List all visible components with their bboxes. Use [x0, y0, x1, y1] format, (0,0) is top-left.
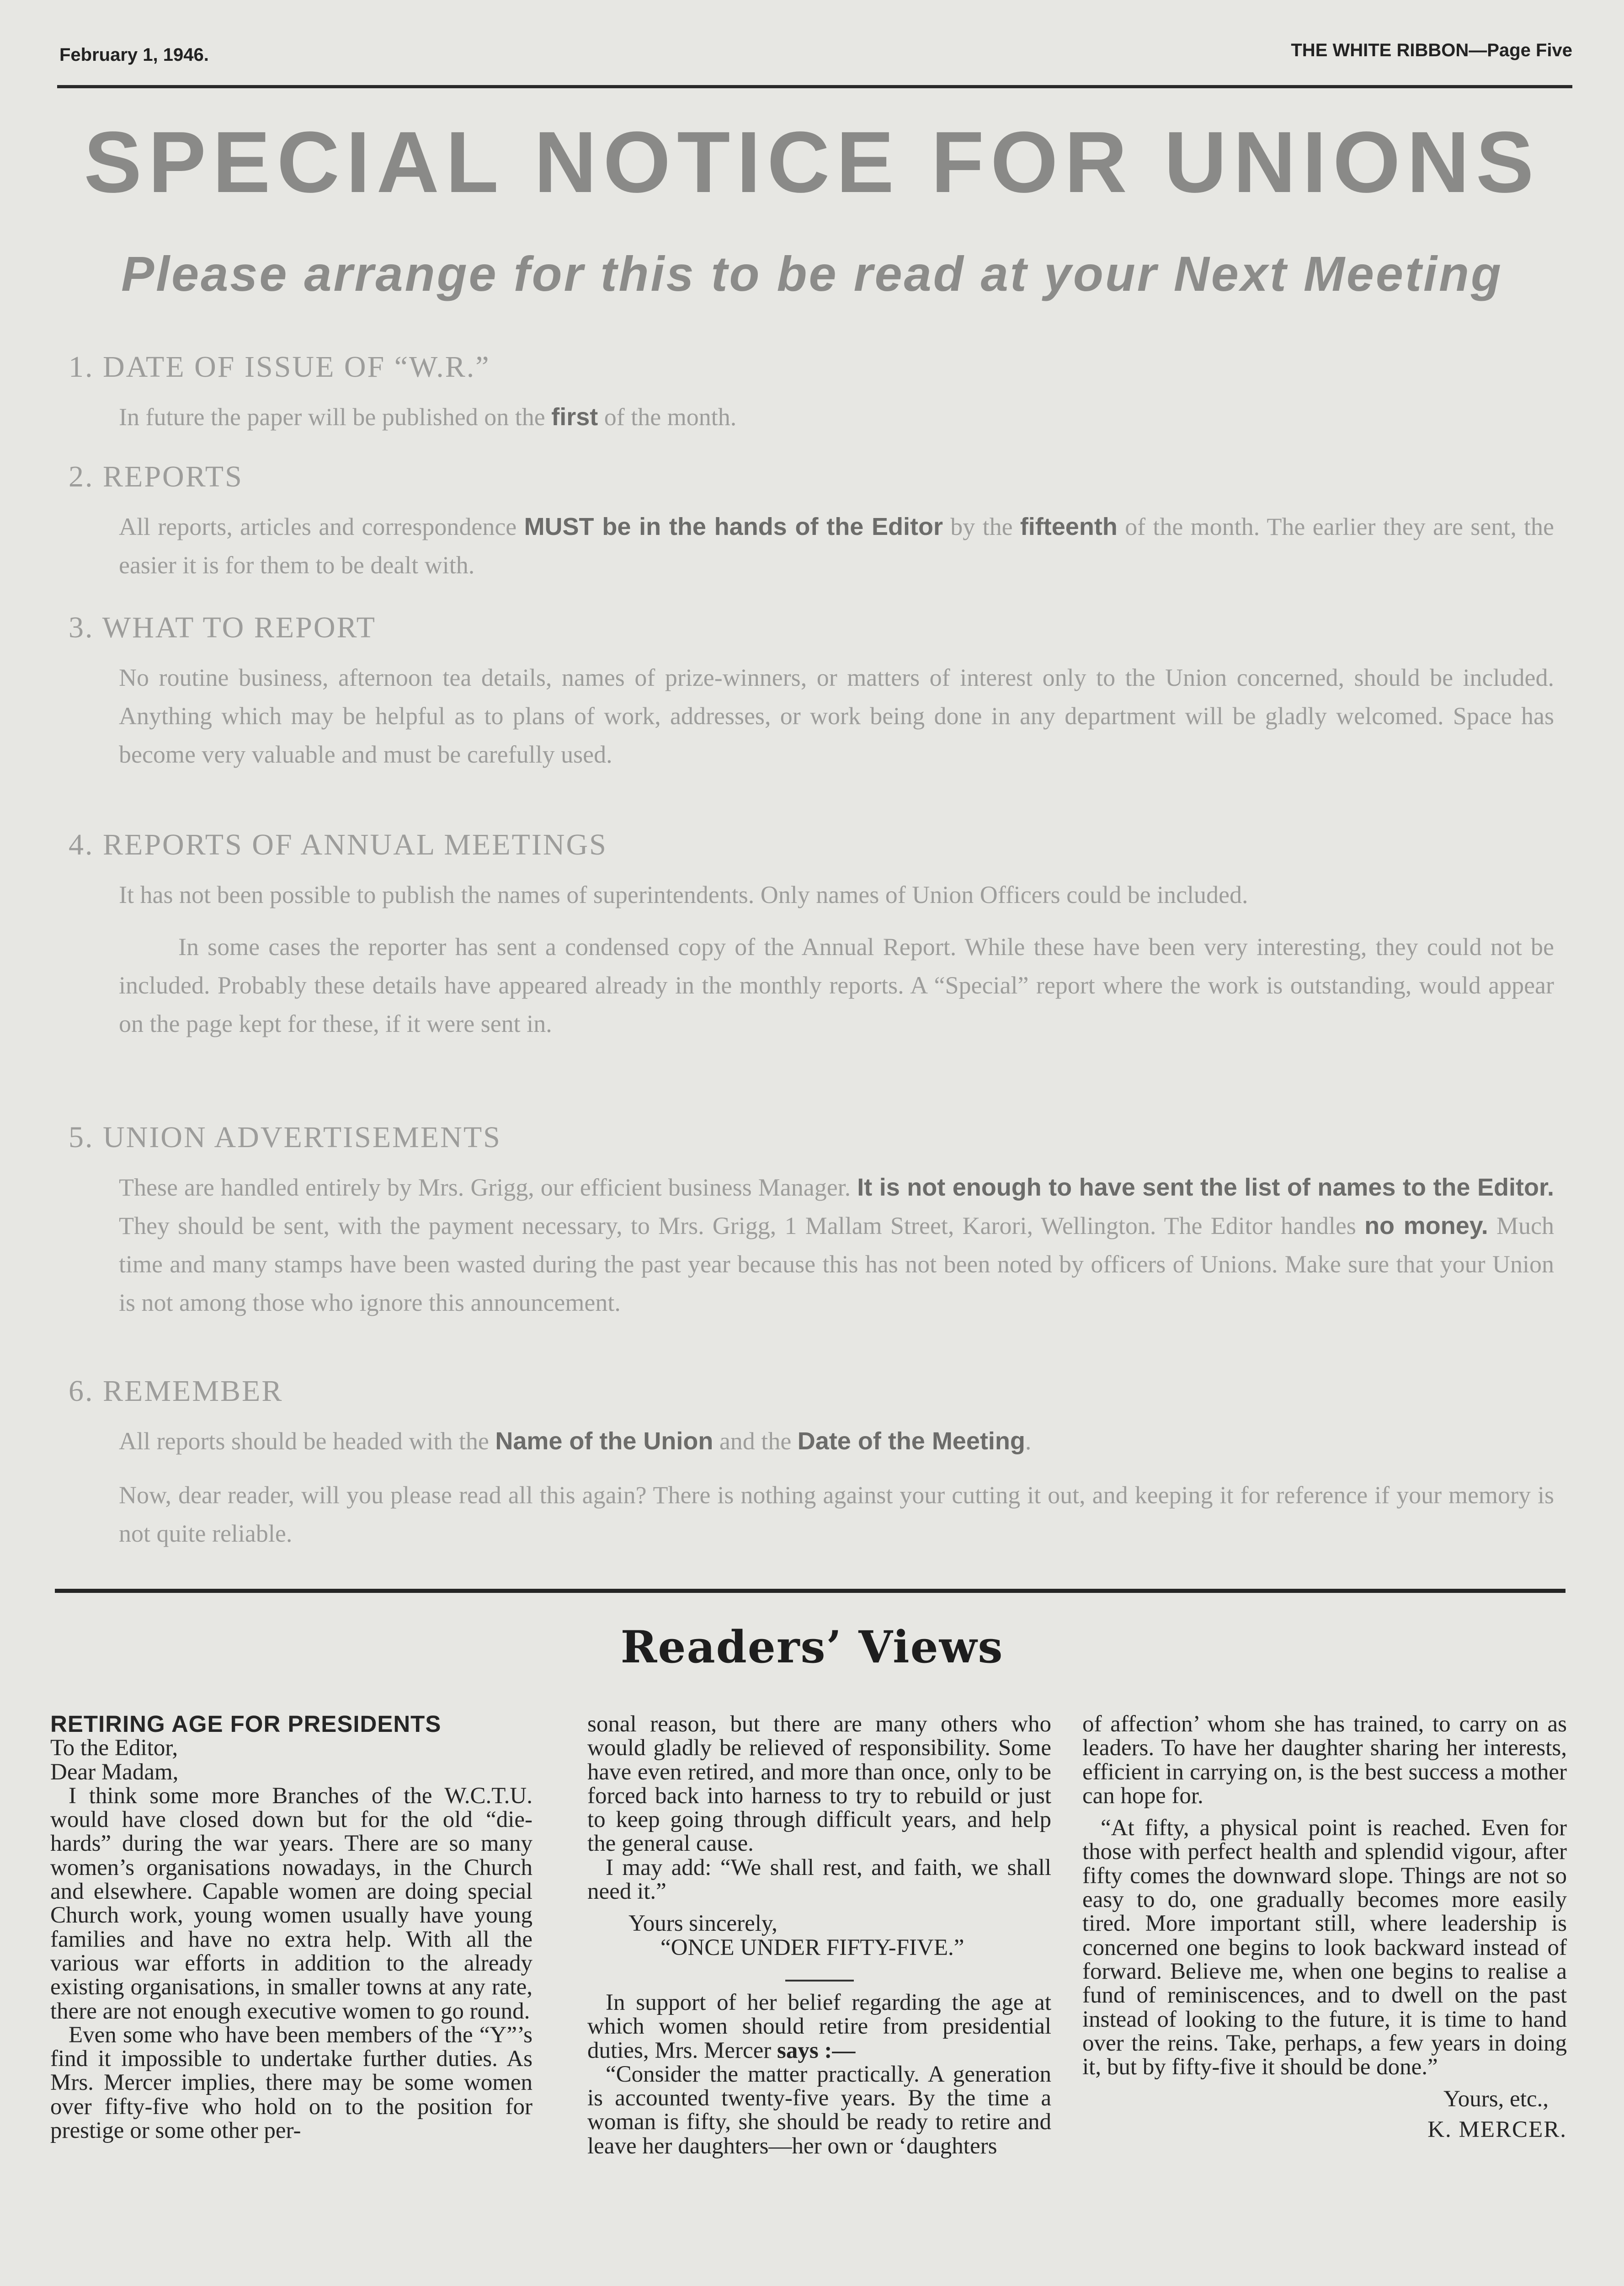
notice-section-2: [69, 462, 1554, 584]
issue-date: February 1, 1946.: [59, 45, 209, 65]
page-label: THE WHITE RIBBON—Page Five: [1291, 40, 1572, 60]
header-rule: [57, 85, 1572, 88]
section-paragraph: It has not been possible to publish the names of superintendents. Only names of Union Officers could be included.: [119, 881, 1248, 908]
letter-paragraph-2: Even some who have been members of the “Y”’s find it impossible to undertake further duties. As Mrs. Mercer implies, there may be some women over fifty-five who hold on to the position for prestige or some other per-: [50, 2022, 532, 2144]
letter-paragraph: I may add: “We shall rest, and faith, we shall need it.”: [587, 1854, 1051, 1905]
notice-section-4: [69, 830, 1554, 1043]
column-1: [50, 1712, 532, 2142]
section-heading: 3. WHAT TO REPORT: [69, 611, 376, 644]
notice-section-5: [69, 1122, 1554, 1322]
section-paragraph: In some cases the reporter has sent a condensed copy of the Annual Report. While these have been very interesting, they could not be included. Probably these details have appeared already in the monthly reports. A “Special” report where the work is outstanding, would appear on the page kept for these, if it were sent in.: [119, 933, 1554, 1037]
notice-section-3: [69, 613, 1554, 774]
section-heading: 1. DATE OF ISSUE OF “W.R.”: [69, 350, 490, 384]
letter-paragraph-2-cont: sonal reason, but there are many others who would gladly be relieved of responsibility. Some have even retired, and more than once, only to be forced back into harness to try to rebuild or just to keep going through difficult years, and help the general cause.: [587, 1711, 1051, 1857]
article-heading: RETIRING AGE FOR PRESIDENTS: [50, 1711, 442, 1737]
letter-paragraph: I think some more Branches of the W.C.T.U. would have closed down but for the old “die-hards” during the war years. There are so many women’s organisations nowadays, in the Church and elsewhere. Capable women are doing special Church work, young women usually have young families and have no extra help. With all the various war efforts in addition to the already existing organisations, in smaller towns at any rate, there are not enough executive women to go round.: [50, 1783, 532, 2024]
readers-views-title: Readers’ Views: [620, 1621, 1004, 1673]
notice-section-6: [69, 1376, 1554, 1553]
section-paragraph: Now, dear reader, will you please read all this again? There is nothing against your cutting it out, and keeping it for reference if your memory is not quite reliable.: [119, 1481, 1554, 1547]
section-heading: 5. UNION ADVERTISEMENTS: [69, 1121, 501, 1154]
notice-title: SPECIAL NOTICE FOR UNIONS: [84, 114, 1540, 211]
page-header: [59, 32, 1572, 64]
reply-closing: Yours, etc.,: [1443, 2086, 1549, 2112]
section-heading: 6. REMEMBER: [69, 1374, 283, 1408]
letter-addressee: To the Editor,: [50, 1735, 178, 1761]
section-paragraph: All reports, articles and correspondence MUST be in the hands of the Editor by the fifteenth of the month. The earlier they are sent, the easier it is for them to be dealt with.: [119, 513, 1554, 579]
section-heading: 4. REPORTS OF ANNUAL MEETINGS: [69, 828, 607, 861]
column-2: [587, 1712, 1051, 2158]
notice-section-1: [69, 352, 1554, 436]
section-paragraph: All reports should be headed with the Name of the Union and the Date of the Meeting.: [119, 1427, 1032, 1455]
reply-paragraph-1: “Consider the matter practically. A generation is accounted twenty-five years. By the time a woman is fifty, she should be ready to retire and leave her daughters—her own or ‘daughters: [587, 2061, 1051, 2159]
section-paragraph: In future the paper will be published on the first of the month.: [119, 403, 737, 431]
section-paragraph: No routine business, afternoon tea details, names of prize-winners, or matters of interest only to the Union concerned, should be included. Anything which may be helpful as to plans of work, addresses, or work being done in any department will be gladly welcomed. Space has become very valuable and must be carefully used.: [119, 664, 1554, 768]
section-divider: [55, 1589, 1565, 1593]
section-paragraph: These are handled entirely by Mrs. Grigg, our efficient business Manager. It is not enough to have sent the list of names to the Editor. They should be sent, with the payment necessary, to Mrs. Grigg, 1 Mallam Street, Karori, Wellington. The Editor handles no money. Much time and many stamps have been wasted during the past year because this has not been noted by officers of Unions. Make sure that your Union is not among those who ignore this announcement.: [119, 1174, 1554, 1316]
reply-signature: K. MERCER.: [1427, 2116, 1567, 2142]
letter-closing: Yours sincerely,: [628, 1911, 777, 1937]
letter-signature: “ONCE UNDER FIFTY-FIVE.”: [660, 1934, 964, 1960]
article-separator: [785, 1980, 854, 1982]
reply-paragraph-1-cont: of affection’ whom she has trained, to carry on as leaders. To have her daughter sharing her interests, efficient in carrying on, is the best success a mother can hope for.: [1082, 1711, 1567, 1809]
column-3: [1082, 1712, 1567, 2142]
notice-subtitle: Please arrange for this to be read at your Next Meeting: [121, 246, 1503, 301]
reply-paragraph-2: “At fifty, a physical point is reached. Even for those with perfect health and splendid vigour, after fifty comes the downward slope. Things are not so easy to do, one gradually becomes more easily tired. More important still, where leadership is concerned one begins to look backward instead of forward. Believe me, when one begins to realise a fund of reminiscences, and to dwell on the past instead of looking to the future, it is time to hand over the reins. Take, perhaps, a few years in doing it, but by fifty-five it should be done.”: [1082, 1815, 1567, 2080]
letter-salutation: Dear Madam,: [50, 1759, 179, 1785]
reply-intro: In support of her belief regarding the age at which women should retire from presidential duties, Mrs. Mercer says :—: [587, 1989, 1051, 2063]
section-heading: 2. REPORTS: [69, 460, 243, 493]
